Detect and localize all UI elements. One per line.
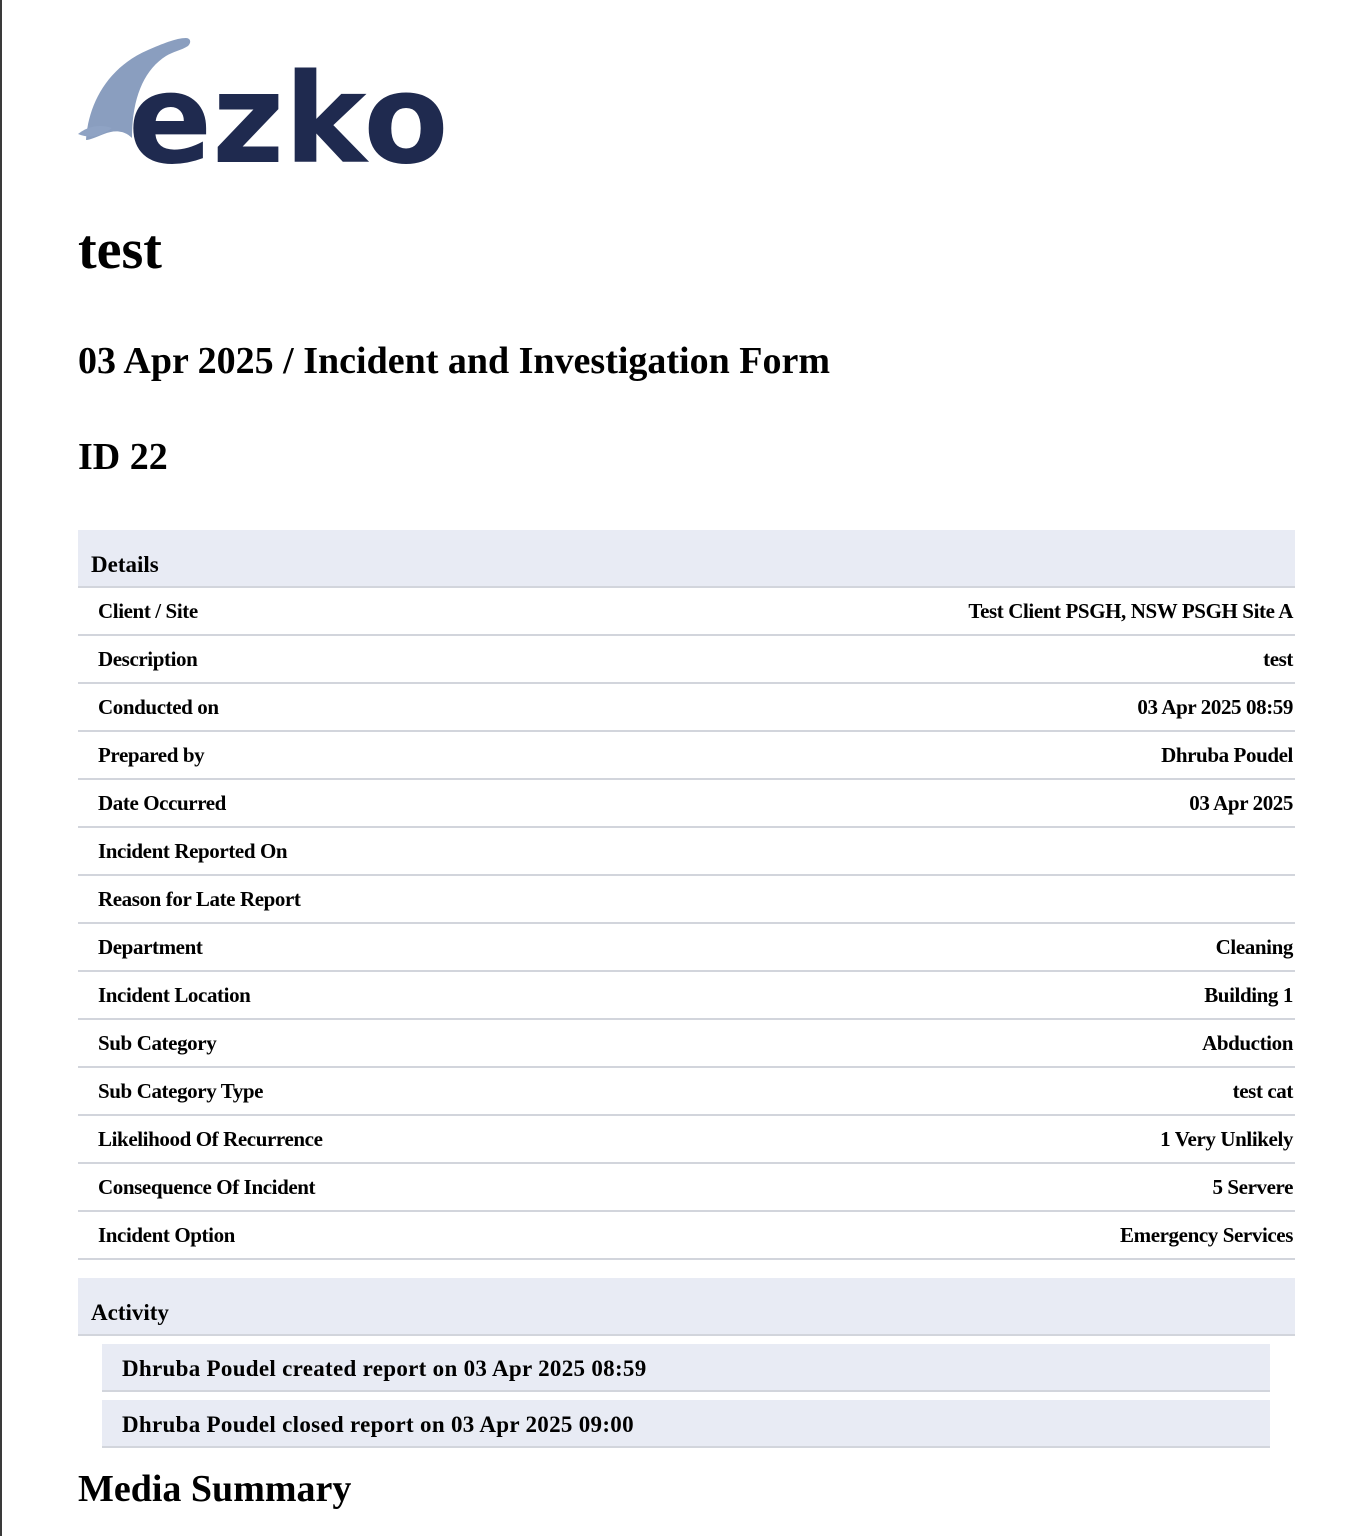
details-header-label: Details (91, 552, 159, 577)
page-title: test (78, 219, 162, 281)
row-value: Abduction (1202, 1031, 1293, 1055)
list-item (102, 1344, 1270, 1392)
table-row (78, 828, 1295, 876)
row-value: Building 1 (1204, 983, 1293, 1007)
row-label: Conducted on (98, 695, 219, 719)
row-label: Consequence Of Incident (98, 1175, 316, 1199)
logo-wordmark: ezko (128, 48, 449, 192)
row-value: 1 Very Unlikely (1160, 1127, 1293, 1151)
row-label: Department (98, 935, 203, 959)
media-summary-title: Media Summary (78, 1468, 352, 1510)
page-subtitle: 03 Apr 2025 / Incident and Investigation Form (78, 340, 830, 382)
details-section (78, 530, 1295, 1260)
row-label: Likelihood Of Recurrence (98, 1127, 323, 1151)
activity-section (78, 1278, 1295, 1448)
table-row (78, 1116, 1295, 1164)
row-value: Test Client PSGH, NSW PSGH Site A (968, 599, 1293, 623)
table-row (78, 1212, 1295, 1260)
row-value: Emergency Services (1120, 1223, 1293, 1247)
row-value: 03 Apr 2025 08:59 (1137, 695, 1293, 719)
report-id: ID 22 (78, 436, 168, 478)
activity-header-label: Activity (91, 1300, 169, 1325)
row-label: Prepared by (98, 743, 205, 767)
row-value: 5 Servere (1212, 1175, 1293, 1199)
details-header (78, 530, 1295, 588)
row-value: test cat (1232, 1079, 1293, 1103)
table-row (78, 636, 1295, 684)
row-value: test (1263, 647, 1293, 671)
table-row (78, 1020, 1295, 1068)
table-row (78, 588, 1295, 636)
row-label: Incident Option (98, 1223, 235, 1247)
row-label: Sub Category Type (98, 1079, 264, 1103)
row-label: Client / Site (98, 599, 198, 623)
table-row (78, 1164, 1295, 1212)
details-table (78, 588, 1295, 1260)
table-row (78, 780, 1295, 828)
activity-header (78, 1278, 1295, 1336)
row-label: Incident Reported On (98, 839, 288, 863)
row-value: Dhruba Poudel (1161, 743, 1293, 767)
row-label: Date Occurred (98, 791, 226, 815)
table-row (78, 876, 1295, 924)
row-value: Cleaning (1215, 935, 1293, 959)
activity-text: Dhruba Poudel created report on 03 Apr 2025 08:59 (122, 1356, 647, 1381)
row-label: Reason for Late Report (98, 887, 301, 911)
activity-list (78, 1344, 1295, 1448)
table-row (78, 972, 1295, 1020)
table-row (78, 732, 1295, 780)
row-value: 03 Apr 2025 (1189, 791, 1293, 815)
table-row (78, 924, 1295, 972)
page-border (0, 0, 2, 1536)
activity-text: Dhruba Poudel closed report on 03 Apr 2025 09:00 (122, 1412, 634, 1437)
table-row (78, 684, 1295, 732)
row-label: Sub Category (98, 1031, 217, 1055)
row-label: Incident Location (98, 983, 251, 1007)
company-logo (78, 34, 498, 192)
list-item (102, 1400, 1270, 1448)
row-label: Description (98, 647, 198, 671)
table-row (78, 1068, 1295, 1116)
